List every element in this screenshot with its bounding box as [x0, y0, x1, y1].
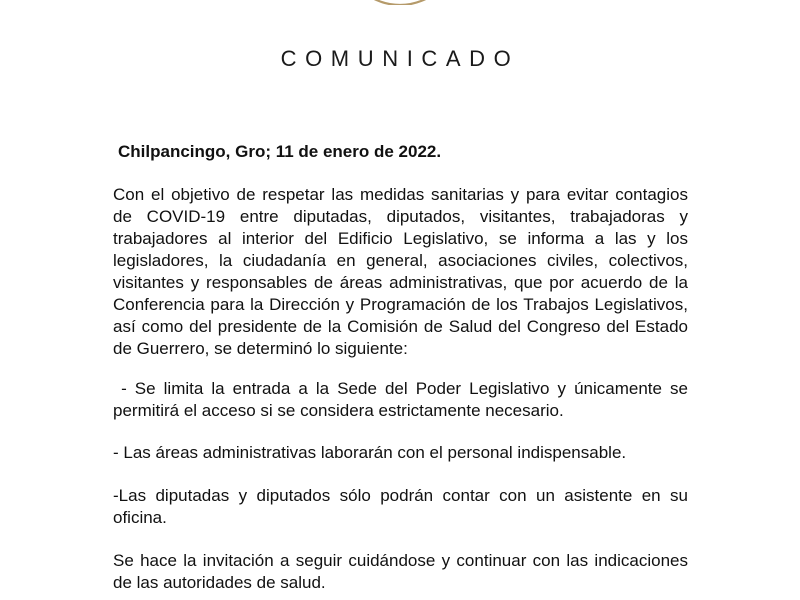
dateline: Chilpancingo, Gro; 11 de enero de 2022. — [118, 142, 442, 161]
intro-paragraph: Con el objetivo de respetar las medidas sanitarias y para evitar contagios de COVID-19 entre diputadas, diputados, visitantes, trabajadoras y trabajadores al interior del Edificio Legislativo, se informa a las y los legisladores, la ciudadanía en general, asociaciones civiles, colectivos, visitantes y responsables de áreas administrativas, que por acuerdo de la Conferencia para la Dirección y Programación de los Trabajos Legislativos, así como del presidente de la Comisión de Salud del Congreso del Estado de Guerrero, se determinó lo siguiente: — [113, 185, 688, 358]
logo-seal-arc — [338, 0, 462, 5]
closing-paragraph: Se hace la invitación a seguir cuidándose y continuar con las indicaciones de las autoridades de salud. — [113, 551, 688, 592]
measure-admin-staff: - Las áreas administrativas laborarán con el personal indispensable. — [113, 443, 627, 462]
measure-assistant-limit: -Las diputadas y diputados sólo podrán contar con un asistente en su oficina. — [113, 486, 688, 527]
measure-entry-limit: - Se limita la entrada a la Sede del Poder Legislativo y únicamente se permitirá el acceso si se considera estrictamente necesario. — [113, 379, 693, 420]
page-title: COMUNICADO — [280, 46, 520, 71]
